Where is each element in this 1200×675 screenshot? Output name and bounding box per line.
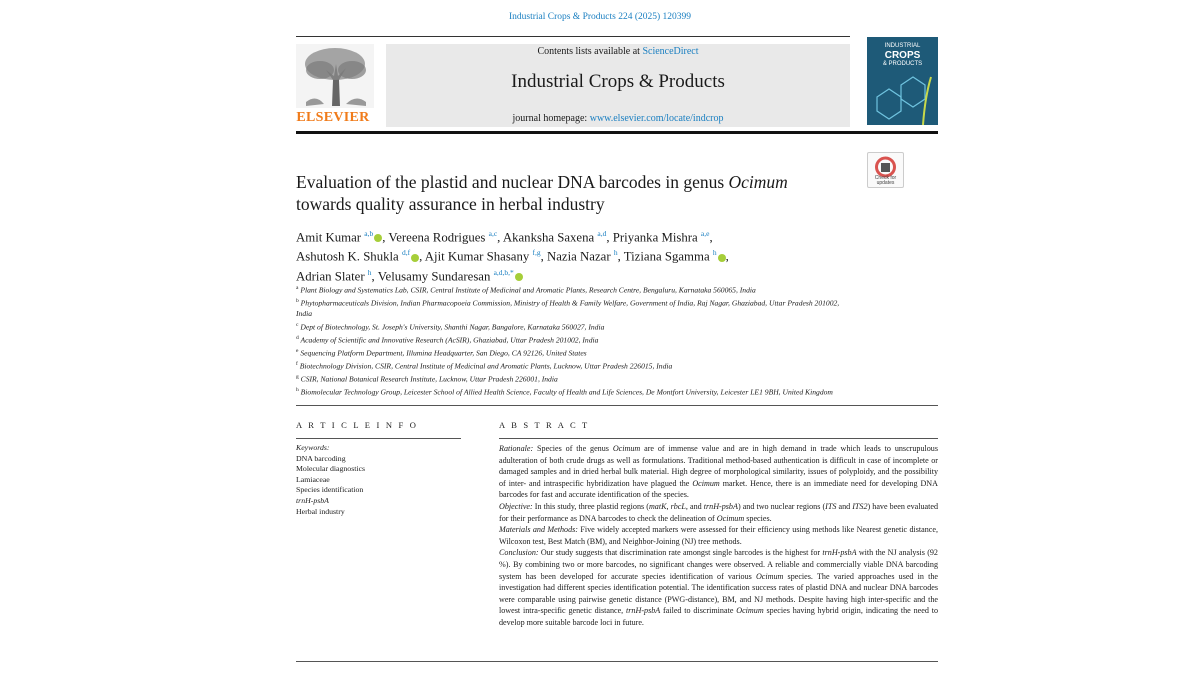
journal-name: Industrial Crops & Products — [511, 71, 725, 92]
homepage-prefix: journal homepage: — [512, 113, 590, 124]
abstract-text: with the NJ analysis (92 %). By combining two or more barcodes, no significant changes were observed. A reliable and commercially viable DNA barcoding system has been developed for accurate species identification of various — [499, 548, 938, 581]
author-name[interactable]: Tiziana Sgamma — [623, 249, 710, 264]
author-affil-marker[interactable]: h — [367, 267, 372, 277]
affiliation — [296, 296, 856, 320]
keyword: Species identification — [296, 485, 364, 495]
title-part-2: towards quality assurance in herbal industry — [296, 194, 605, 214]
contents-line — [386, 46, 850, 57]
affiliation — [296, 333, 856, 346]
homepage-link[interactable]: www.elsevier.com/locate/indcrop — [589, 113, 724, 124]
author-affil-marker[interactable]: a,e — [700, 229, 710, 238]
abstract-text: , — [666, 501, 671, 511]
abstract-section-label: Objective: — [499, 501, 533, 511]
abstract-rule — [499, 438, 938, 439]
cover-title — [867, 43, 938, 68]
abstract-text: trnH-psbA — [626, 606, 661, 616]
affiliation-text: Sequencing Platform Department, Illumina Headquarter, San Diego, CA 92126, United States — [300, 348, 587, 358]
affiliation — [296, 372, 856, 385]
sciencedirect-link[interactable]: ScienceDirect — [642, 46, 699, 57]
abstract-text: species. — [744, 513, 772, 523]
affiliation — [296, 359, 856, 372]
affiliation-marker: c — [296, 321, 299, 328]
abstract-text: are of immense value and are in high demand in trade which leads to unscrupulous adulteration of both crude drugs as well as formulations. Traditional method-based authentication is difficult in case of incomplete or damaged samples and in dried herbal bulk material. High degree of morphological similarity, issues of polyploidy, and the possibility of inter- and intraspecific hybridization have plagued the — [499, 444, 939, 488]
contents-prefix: Contents lists available at — [537, 46, 643, 57]
keyword: Herbal industry — [296, 506, 345, 516]
affiliation-text: CSIR, National Botanical Research Institute, Lucknow, Uttar Pradesh 226001, India — [300, 374, 558, 384]
abstract-text: Ocimum — [612, 444, 641, 453]
affiliation-marker: h — [296, 387, 299, 394]
author-name[interactable]: Velusamy Sundaresan — [377, 268, 491, 283]
affiliation-text: Biomolecular Technology Group, Leicester School of Allied Health Science, Faculty of Health and Life Sciences, De Montfort University, Leicester LE1 9BH, United Kingdom — [300, 388, 833, 397]
publisher-name: ELSEVIER — [296, 110, 370, 125]
keyword: DNA barcoding — [296, 453, 346, 463]
author-name[interactable]: Adrian Slater — [296, 268, 365, 283]
author-affil-marker[interactable]: f,g — [532, 248, 541, 258]
section-rule — [296, 405, 938, 406]
abstract-text: , and — [685, 501, 704, 511]
title-genus: Ocimum — [728, 172, 788, 192]
keyword: Molecular diagnostics — [296, 464, 366, 474]
author-name[interactable]: Ashutosh K. Shukla — [296, 249, 399, 264]
article-info-rule — [296, 438, 461, 439]
abstract-text: Species of the genus — [533, 444, 613, 453]
author-list: Amit Kumar $^{a,b}$ , Vereena Rodrigues $^{a,c}$, Akanksha Saxena $^{a,d}$, Priyanka Mishra $^{a,e}$, Ashutosh K. Shukla $^{d,f}$ , Ajit Kumar Shasany $^{f,g}$, Nazia Nazar $^h$, Tiziana Sgamma $^h$ , Adrian Slater $^h$, Velusamy Sundaresan $^{a,d,b,*}$ — [296, 229, 729, 283]
abstract-paragraph — [499, 547, 938, 628]
abstract-heading: A B S T R A C T — [499, 420, 590, 430]
affiliation-text: Phytopharmaceuticals Division, Indian Pharmacopoeia Commission, Ministry of Health & Family Welfare, Government of India, Raj Nagar, Ghaziabad, Uttar Pradesh 201002, India — [296, 298, 840, 319]
title-part-1: Evaluation of the plastid and nuclear DNA barcodes in genus — [296, 172, 729, 192]
author-name[interactable]: Ajit Kumar Shasany — [424, 249, 530, 264]
author-affil-marker[interactable]: a,c — [488, 229, 498, 238]
affiliation-list — [296, 283, 856, 399]
author-name[interactable]: Amit Kumar — [296, 230, 362, 245]
affiliation — [296, 385, 856, 398]
cover-line-1: INDUSTRIAL — [884, 43, 921, 49]
abstract-body — [499, 443, 938, 629]
abstract-text: ) and two nuclear regions ( — [737, 501, 826, 511]
abstract-paragraph — [499, 443, 938, 501]
affiliation-text: Academy of Scientific and Innovative Research (AcSIR), Ghaziabad, Uttar Pradesh 201002, India — [300, 335, 599, 345]
author-affil-marker[interactable]: d,f — [401, 248, 411, 258]
affiliation-marker: a — [296, 285, 299, 291]
keywords-block — [296, 443, 466, 517]
abstract-text: Five widely accepted markers were assessed for their efficiency using methods like Nearest genetic distance, Wilcoxon test, Best Match (BM), and Neighbor-Joining (NJ) tree methods. — [499, 525, 938, 546]
author-name[interactable]: Priyanka Mishra — [612, 230, 698, 245]
abstract-section-label: Materials and Methods: — [499, 525, 578, 535]
abstract-text: ) have been evaluated for their performance as DNA barcodes to check the delineation of — [499, 501, 938, 523]
cover-line-3: & PRODUCTS — [882, 61, 923, 67]
abstract-text: trnH-psbA — [822, 548, 857, 558]
affiliation — [296, 320, 856, 333]
article-title — [296, 171, 856, 215]
orcid-icon[interactable] — [718, 254, 726, 262]
abstract-text: Ocimum — [736, 606, 764, 616]
abstract-paragraph — [499, 524, 938, 547]
bottom-rule — [296, 661, 938, 662]
abstract-text: trnH-psbA — [703, 501, 738, 511]
orcid-icon[interactable] — [411, 254, 419, 262]
affiliation-text: Dept of Biotechnology, St. Joseph's University, Shanthi Nagar, Bangalore, Karnataka 560027, India — [300, 322, 605, 332]
abstract-text: matK — [648, 501, 667, 511]
abstract-text: species having hybrid origin, indicating the need to develop more suitable barcode loci in future. — [499, 606, 938, 627]
header-thick-rule — [296, 131, 938, 134]
affiliation-text: Plant Biology and Systematics Lab, CSIR, Central Institute of Medicinal and Aromatic Plants, Research Centre, Bengaluru, Karnataka 560065, India — [300, 285, 756, 295]
abstract-text: ITS — [825, 501, 837, 511]
cover-line-2: CROPS — [884, 50, 921, 61]
author-name[interactable]: Vereena Rodrigues — [388, 230, 486, 245]
abstract-text: Ocimum — [692, 478, 720, 488]
orcid-icon[interactable] — [374, 234, 382, 242]
author-affil-marker[interactable]: a,d,b,* — [493, 267, 514, 277]
keywords-label: Keywords: — [296, 443, 330, 452]
abstract-text: Ocimum — [716, 513, 745, 523]
abstract-section-label: Conclusion: — [499, 548, 539, 558]
author-name[interactable]: Akanksha Saxena — [502, 230, 595, 245]
journal-citation[interactable]: Industrial Crops & Products 224 (2025) 120399 — [508, 12, 692, 22]
affiliation-marker: d — [296, 334, 299, 341]
affiliation-text: Biotechnology Division, CSIR, Central Institute of Medicinal and Aromatic Plants, Lucknow, Uttar Pradesh 226015, India — [299, 361, 673, 371]
author-affil-marker[interactable]: a,d — [597, 229, 607, 238]
abstract-text: ITS2 — [852, 501, 868, 511]
affiliation-marker: f — [296, 361, 298, 368]
keyword: Lamiaceae — [296, 474, 330, 484]
abstract-text: failed to discriminate — [660, 606, 737, 616]
abstract-text: Ocimum — [755, 571, 784, 581]
abstract-text: In this study, three plastid regions ( — [532, 501, 649, 511]
author-affil-marker[interactable]: a,b — [364, 229, 374, 238]
abstract-text: rbcL — [670, 501, 686, 511]
author-name[interactable]: Nazia Nazar — [547, 249, 611, 264]
check-for-updates-badge[interactable] — [867, 152, 904, 188]
top-rule — [296, 36, 850, 37]
orcid-icon[interactable] — [515, 273, 523, 281]
affiliation-marker: e — [296, 348, 299, 355]
abstract-text: market. Hence, there is an immediate need for developing DNA barcodes for fast and accurate identification of the species. — [499, 478, 938, 500]
keyword: trnH-psbA — [296, 495, 329, 505]
author-affil-marker[interactable]: h — [613, 248, 618, 258]
check-updates-label: Check for updates — [874, 175, 897, 186]
abstract-paragraph — [499, 501, 938, 524]
keywords-list — [296, 454, 466, 518]
author-affil-marker[interactable]: h — [712, 248, 717, 258]
abstract-section-label: Rationale: — [499, 444, 534, 453]
homepage-line — [386, 113, 850, 124]
abstract-text: and — [836, 501, 853, 511]
journal-cover[interactable] — [867, 37, 938, 125]
abstract-text: species. The varied approaches used in the investigation had different species identification potential. The identification success rates of plastid DNA and nuclear DNA barcodes were comparable using pairwise genetic distance (PWG-distance), BM, and NJ methods. Despite having high inter-specific and the lowest intra-specific genetic distance, — [499, 571, 938, 616]
affiliation-marker: g — [296, 374, 299, 381]
abstract-text: Our study suggests that discrimination rate amongst single barcodes is the highest for — [538, 548, 823, 558]
affiliation — [296, 346, 856, 359]
affiliation — [296, 283, 856, 296]
affiliation-marker: b — [296, 298, 299, 305]
article-info-heading: A R T I C L E I N F O — [296, 420, 419, 430]
